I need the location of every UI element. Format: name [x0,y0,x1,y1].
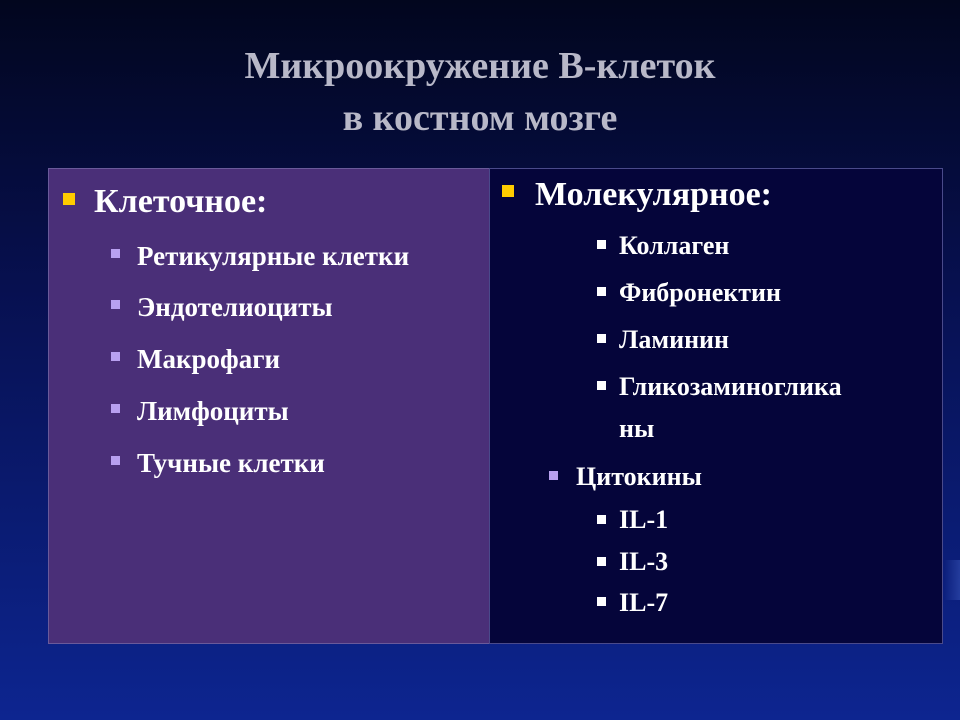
square-bullet-icon [597,381,606,390]
cellular-item: Лимфоциты [137,396,289,426]
square-bullet-icon [111,352,120,361]
square-bullet-icon [597,515,606,524]
square-bullet-icon [111,300,120,309]
square-bullet-icon [111,404,120,413]
square-bullet-icon [111,249,120,258]
square-bullet-icon [502,185,514,197]
square-bullet-icon [63,193,75,205]
cytokines-label: Цитокины [576,462,702,491]
square-bullet-icon [597,334,606,343]
square-bullet-icon [597,240,606,249]
cellular-heading: Клеточное: [94,183,268,220]
square-bullet-icon [597,557,606,566]
molecular-item: Фибронектин [619,278,782,307]
square-bullet-icon [597,597,606,606]
molecular-item: Гликозаминоглика [619,372,842,401]
background-decoration [944,560,960,600]
cytokine-item: IL-7 [619,588,669,617]
cellular-item: Ретикулярные клетки [137,241,410,271]
cellular-item: Макрофаги [137,344,281,374]
slide-title [0,40,960,144]
cytokine-item: IL-3 [619,547,669,576]
molecular-item: Коллаген [619,231,730,260]
molecular-item: Ламинин [619,325,730,354]
square-bullet-icon [111,456,120,465]
title-line-2: в костном мозге [342,97,618,139]
square-bullet-icon [597,287,606,296]
molecular-item-continuation: ны [619,414,655,443]
square-bullet-icon [549,471,558,480]
cellular-item: Тучные клетки [137,448,325,478]
cytokine-item: IL-1 [619,505,669,534]
title-line-1: Микроокружение В-клеток [244,45,716,87]
cellular-item: Эндотелиоциты [137,292,333,322]
molecular-heading: Молекулярное: [535,176,773,213]
